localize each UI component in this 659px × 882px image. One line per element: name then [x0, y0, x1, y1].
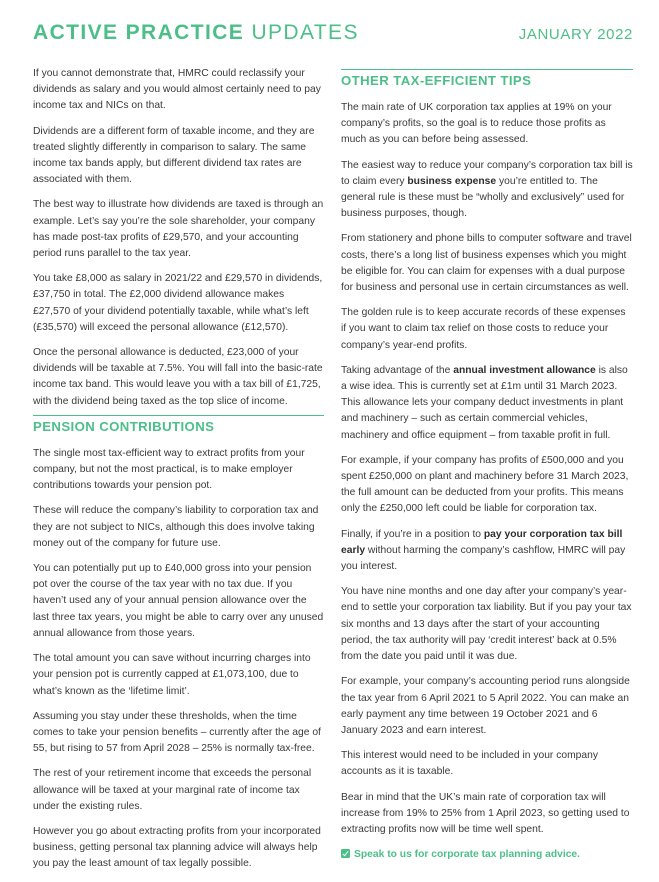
paragraph: If you cannot demonstrate that, HMRC could reclassify your dividends as salary and you would almost certainly need to pay income tax and NICs on that. [33, 68, 321, 112]
paragraph: You take £8,000 as salary in 2021/22 and £29,570 in dividends, £37,750 in total. The £2,000 dividend allowance makes £27,570 of your dividend potentially taxable, while what’s left (£35,570) will exceed the personal allowance (£12,570). [33, 273, 323, 333]
emphasis: annual investment allowance [453, 364, 596, 376]
text: is also a wise idea. This is currently set at £1m until 31 March 2023. This allowance lets your company deduct investments in plant and machinery – such as certain commercial vehicles, machinery and office equipment – from taxable profit in full. [341, 364, 628, 441]
paragraph: Assuming you stay under these thresholds, when the time comes to take your pension benefits – currently after the age of 55, but rising to 57 from April 2028 – 25% is normally tax-free. [33, 710, 321, 755]
page-header [33, 20, 633, 50]
text: Taking advantage of the [341, 364, 454, 376]
emphasis: business expense [407, 175, 497, 187]
text: you’re entitled to. The general rule is these must be “wholly and exclusively” used for business purposes, though. [341, 175, 625, 220]
paragraph: The golden rule is to keep accurate records of these expenses if you want to claim tax relief on those costs to reduce your company’s year-end profits. [341, 307, 626, 351]
paragraph: For example, your company’s accounting period runs alongside the tax year from 6 April 2021 to 5 April 2022. You can make an early payment any time between 19 October 2021 and 6 January 2023 and earn interest. [341, 676, 630, 736]
right-column [341, 69, 633, 872]
paragraph: These will reduce the company’s liability to corporation tax and they are not subject to NICs, although this does involve taking money out of the company for future use. [33, 505, 319, 549]
paragraph [341, 158, 633, 223]
left-column [33, 66, 324, 882]
paragraph: Dividends are a different form of taxable income, and they are treated slightly differently in comparison to salary. The same income tax bands apply, but different dividend tax rates are associated with them. [33, 125, 315, 186]
cta-text: Speak to us for corporate tax planning advice. [354, 849, 581, 861]
paragraph: For example, if your company has profits of £500,000 and you spent £250,000 on plant and machinery before 31 March 2023, the full amount can be deducted from your profits. This means only the £250,000 left could be liable for corporation tax. [341, 454, 629, 515]
issue-date: JANUARY 2022 [518, 26, 633, 43]
checkbox-icon [341, 849, 350, 858]
paragraph: The rest of your retirement income that exceeds the personal allowance will be taxed at your marginal rate of income tax under the existing rules. [33, 768, 312, 812]
text: The easiest way to reduce your company’s corporation tax bill is to claim every [341, 159, 633, 187]
paragraph: From stationery and phone bills to computer software and travel costs, there’s a long list of business expenses which you might be eligible for. You can claim for expenses with a dual purpose for business and personal use in certain circumstances as well. [341, 233, 632, 294]
paragraph [341, 527, 633, 576]
paragraph: This interest would need to be included in your company accounts as it is taxable. [341, 750, 598, 778]
section-heading-tips: OTHER TAX-EFFICIENT TIPS [341, 69, 633, 89]
paragraph: You have nine months and one day after your company’s year-end to settle your corporation tax liability. But if you pay your tax six months and 13 days after the start of your accounting period, the tax authority will pay ‘credit interest’ back at 0.5% from the date you paid until it was due. [341, 586, 632, 663]
paragraph: The best way to illustrate how dividends are taxed is through an example. Let’s say you’re the sole shareholder, your company has made post-tax profits of £29,570, and your accounting period runs parallel to the tax year. [33, 199, 324, 260]
paragraph: The single most tax-efficient way to extract profits from your company, but not the most practical, is to make employer contributions towards your pension pot. [33, 447, 305, 492]
paragraph: You can potentially put up to £40,000 gross into your pension pot over the course of the tax year with no tax due. If you haven’t used any of your annual pension allowance over the last three tax years, you might be able to carry over any unused annual allowance from those years. [33, 563, 324, 639]
paragraph: The total amount you can save without incurring charges into your pension pot is currently capped at £1,073,100, due to what’s known as the ‘lifetime limit’. [33, 653, 311, 697]
paragraph: The main rate of UK corporation tax applies at 19% on your company’s profits, so the goal is to reduce those profits as much as you can before being assessed. [341, 102, 612, 146]
paragraph: However you go about extracting profits from your incorporated business, getting personal tax planning advice will always help you pay the least amount of tax legally possible. [33, 825, 321, 870]
brand-bold: ACTIVE PRACTICE [33, 21, 245, 44]
brand-light: UPDATES [251, 21, 359, 44]
text: without harming the company’s cashflow, HMRC will pay you interest. [341, 544, 626, 573]
emphasis: pay your corporation tax bill early [341, 528, 623, 556]
paragraph: Bear in mind that the UK’s main rate of corporation tax will increase from 19% to 25% from 1 April 2023, so getting used to extracting profits now will be time well spent. [341, 791, 630, 835]
section-heading-pension: PENSION CONTRIBUTIONS [33, 415, 324, 435]
paragraph: Once the personal allowance is deducted, £23,000 of your dividends will be taxable at 7.5%. You will fall into the basic-rate income tax band. This would leave you with a tax bill of £1,725, with the dividend being taxed as the top slice of income. [33, 347, 323, 407]
newsletter-title [33, 21, 359, 45]
call-to-action [341, 847, 633, 863]
paragraph [341, 363, 633, 444]
text: Finally, if you’re in a position to [341, 528, 484, 540]
